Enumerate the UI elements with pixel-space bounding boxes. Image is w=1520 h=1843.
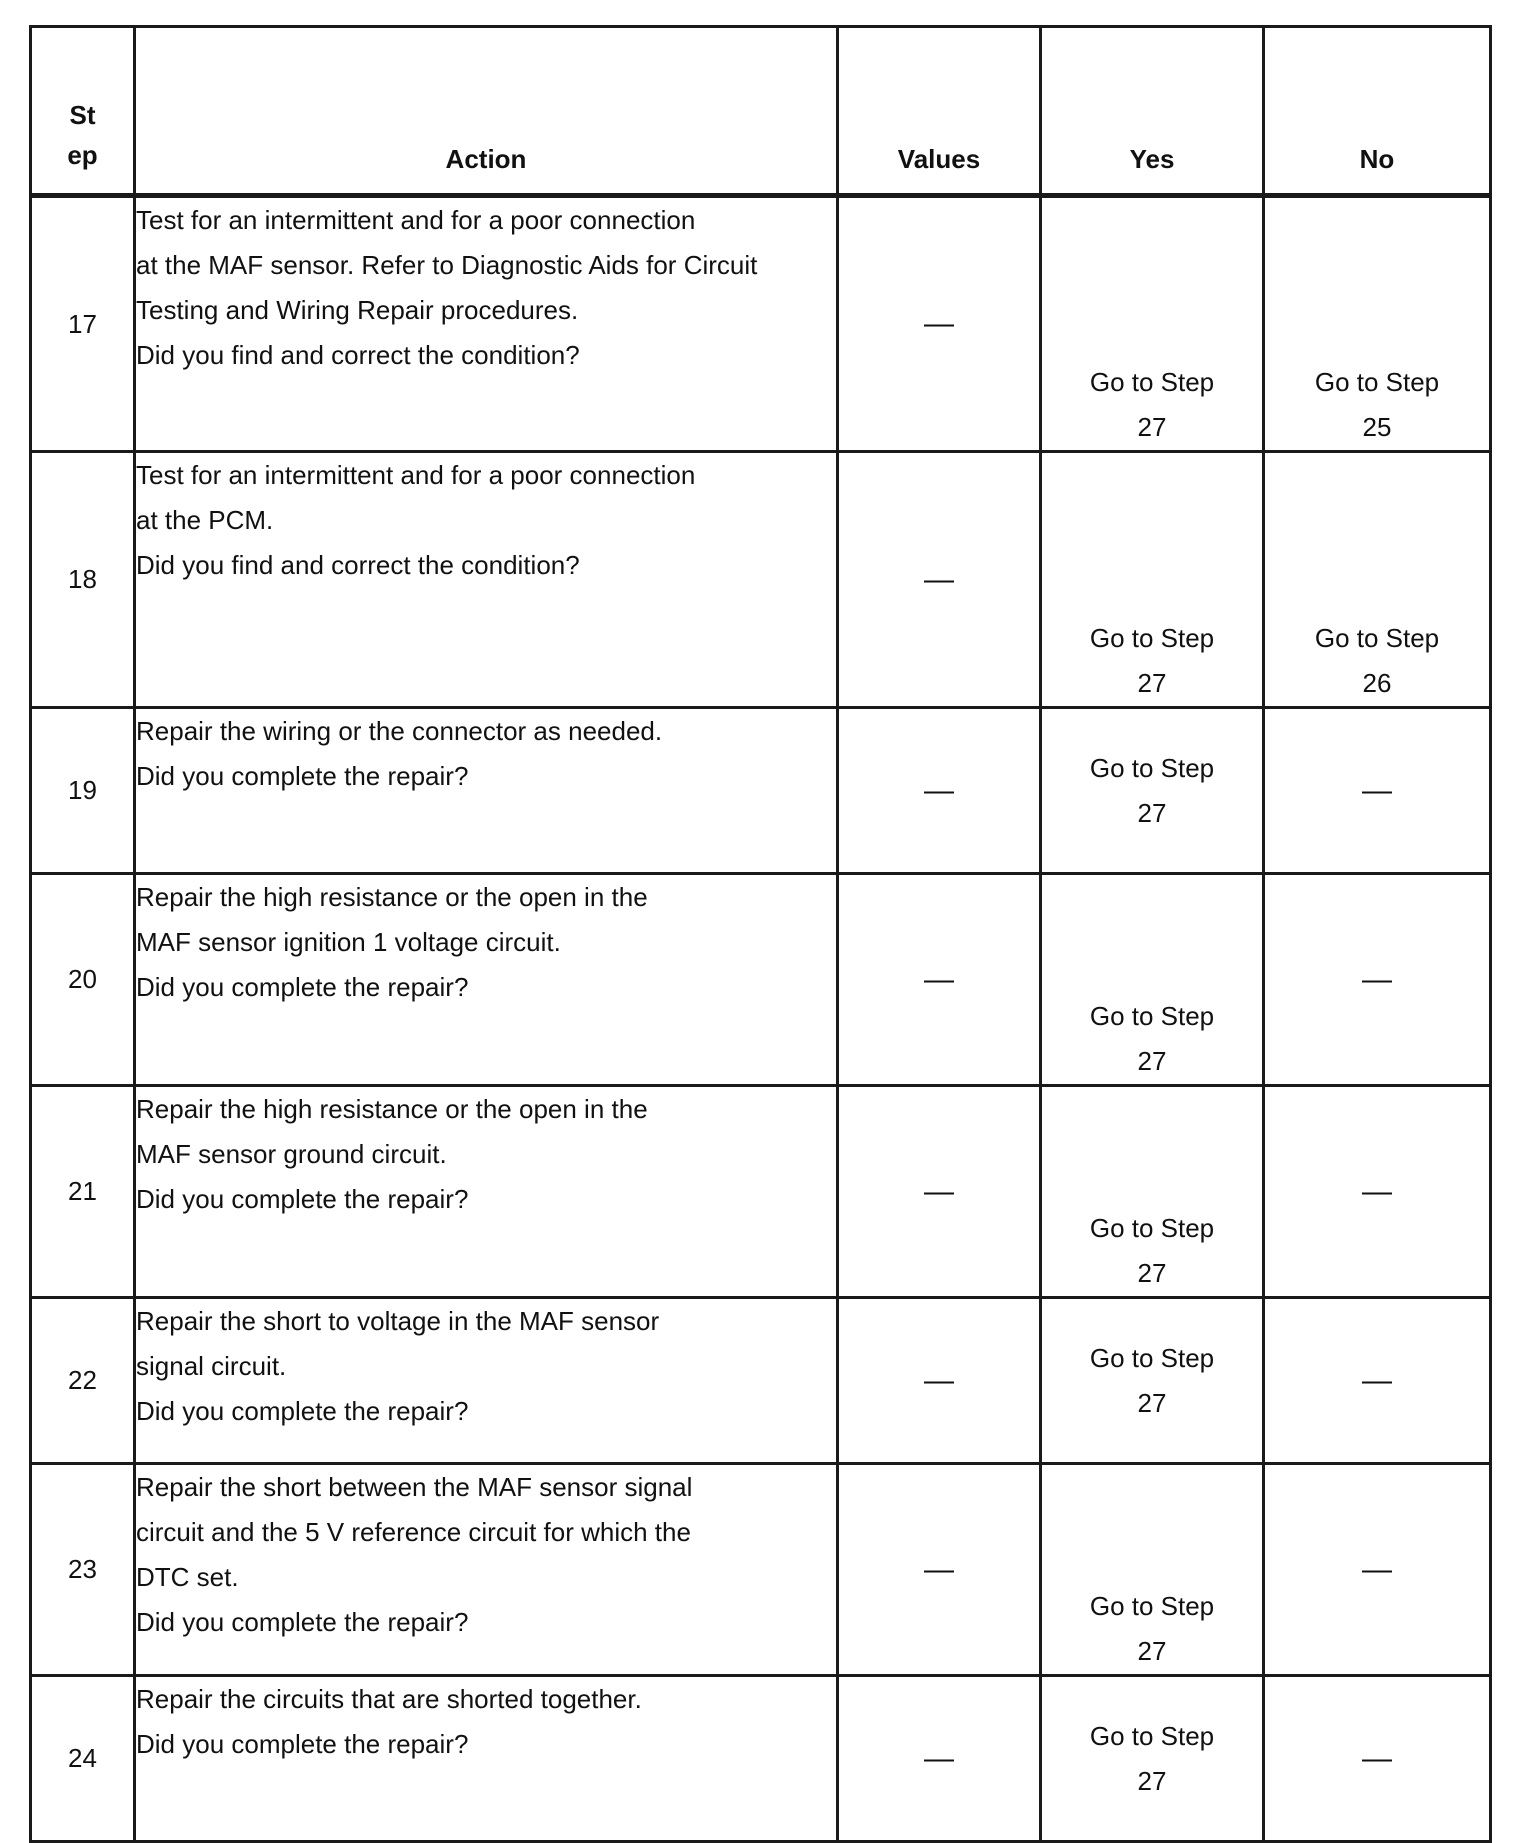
action-line: Did you complete the repair? [136, 972, 469, 1002]
no-cell [1264, 452, 1491, 708]
no-goto-label: Go to Step [1314, 367, 1440, 397]
step-number: 23 [31, 1464, 135, 1676]
step-number: 18 [31, 452, 135, 708]
yes-goto-label: Go to Step [1089, 752, 1215, 783]
yes-goto-step: 27 [1137, 1387, 1167, 1418]
yes-cell [1041, 1464, 1264, 1676]
table-row [31, 1298, 1491, 1464]
yes-cell [1041, 1298, 1264, 1464]
table-row [31, 708, 1491, 874]
yes-goto-label: Go to Step [1089, 1001, 1215, 1031]
values-cell: — [838, 1676, 1041, 1842]
values-cell: — [838, 1086, 1041, 1298]
action-line: Repair the high resistance or the open in the [136, 1094, 648, 1124]
no-cell [1264, 196, 1491, 452]
action-text [135, 452, 838, 708]
action-text [135, 196, 838, 452]
header-step-line1: St [69, 100, 96, 130]
action-line: MAF sensor ignition 1 voltage circuit. [136, 927, 561, 957]
step-number: 21 [31, 1086, 135, 1298]
action-line: Repair the short to voltage in the MAF sensor [136, 1306, 660, 1336]
yes-cell [1041, 196, 1264, 452]
table-row [31, 874, 1491, 1086]
action-line: Repair the circuits that are shorted together. [136, 1684, 642, 1714]
action-line: Repair the high resistance or the open in the [136, 882, 648, 912]
table-row [31, 1676, 1491, 1842]
action-line: Did you complete the repair? [136, 1729, 469, 1759]
yes-goto-label: Go to Step [1089, 367, 1215, 397]
header-step [31, 27, 135, 196]
yes-goto-label: Go to Step [1089, 1342, 1215, 1373]
header-no: No [1264, 27, 1491, 196]
no-goto-step: 25 [1362, 412, 1392, 442]
table-body [31, 196, 1491, 1842]
no-cell: — [1264, 1086, 1491, 1298]
diagnostic-table [29, 25, 1492, 1843]
action-line: Did you find and correct the condition? [136, 550, 580, 580]
yes-cell [1041, 874, 1264, 1086]
yes-goto-label: Go to Step [1089, 1213, 1215, 1243]
yes-goto-step: 27 [1137, 1258, 1167, 1288]
no-cell: — [1264, 1298, 1491, 1464]
action-line: Test for an intermittent and for a poor connection [136, 460, 696, 490]
yes-goto-label: Go to Step [1089, 623, 1215, 653]
values-cell: — [838, 196, 1041, 452]
header-row [31, 27, 1491, 196]
step-number: 24 [31, 1676, 135, 1842]
values-cell: — [838, 1464, 1041, 1676]
action-line: Did you complete the repair? [136, 1607, 469, 1637]
step-number: 19 [31, 708, 135, 874]
action-line: Testing and Wiring Repair procedures. [136, 295, 579, 325]
table-row [31, 1464, 1491, 1676]
action-line: Did you complete the repair? [136, 1396, 469, 1426]
action-line: signal circuit. [136, 1351, 287, 1381]
action-text [135, 1086, 838, 1298]
yes-goto-step: 27 [1137, 1046, 1167, 1076]
step-number: 22 [31, 1298, 135, 1464]
no-goto-label: Go to Step [1314, 623, 1440, 653]
yes-goto-step: 27 [1137, 668, 1167, 698]
action-line: MAF sensor ground circuit. [136, 1139, 447, 1169]
action-text [135, 874, 838, 1086]
header-values: Values [838, 27, 1041, 196]
yes-cell [1041, 452, 1264, 708]
action-text [135, 1676, 838, 1842]
values-cell: — [838, 452, 1041, 708]
no-cell: — [1264, 874, 1491, 1086]
header-yes: Yes [1041, 27, 1264, 196]
action-line: Did you find and correct the condition? [136, 340, 580, 370]
no-cell: — [1264, 1464, 1491, 1676]
values-cell: — [838, 708, 1041, 874]
table-header [31, 27, 1491, 196]
yes-goto-step: 27 [1137, 1636, 1167, 1666]
table-row [31, 196, 1491, 452]
yes-goto-label: Go to Step [1089, 1720, 1215, 1751]
no-cell: — [1264, 1676, 1491, 1842]
yes-goto-step: 27 [1137, 412, 1167, 442]
action-line: at the MAF sensor. Refer to Diagnostic Aids for Circuit [136, 250, 758, 280]
action-line: Test for an intermittent and for a poor connection [136, 205, 696, 235]
step-number: 20 [31, 874, 135, 1086]
action-line: Did you complete the repair? [136, 1184, 469, 1214]
action-text [135, 708, 838, 874]
action-line: at the PCM. [136, 505, 274, 535]
yes-cell [1041, 1676, 1264, 1842]
action-line: Repair the short between the MAF sensor signal [136, 1472, 693, 1502]
no-goto-step: 26 [1362, 668, 1392, 698]
action-line: Did you complete the repair? [136, 761, 469, 791]
action-line: circuit and the 5 V reference circuit for which the [136, 1517, 691, 1547]
header-step-line2: ep [67, 140, 98, 170]
action-line: DTC set. [136, 1562, 239, 1592]
step-number: 17 [31, 196, 135, 452]
values-cell: — [838, 1298, 1041, 1464]
action-text [135, 1298, 838, 1464]
yes-cell [1041, 1086, 1264, 1298]
table-row [31, 452, 1491, 708]
action-line: Repair the wiring or the connector as needed. [136, 716, 663, 746]
yes-cell [1041, 708, 1264, 874]
yes-goto-label: Go to Step [1089, 1591, 1215, 1621]
header-action: Action [135, 27, 838, 196]
yes-goto-step: 27 [1137, 797, 1167, 828]
values-cell: — [838, 874, 1041, 1086]
action-text [135, 1464, 838, 1676]
no-cell: — [1264, 708, 1491, 874]
yes-goto-step: 27 [1137, 1765, 1167, 1796]
table-row [31, 1086, 1491, 1298]
